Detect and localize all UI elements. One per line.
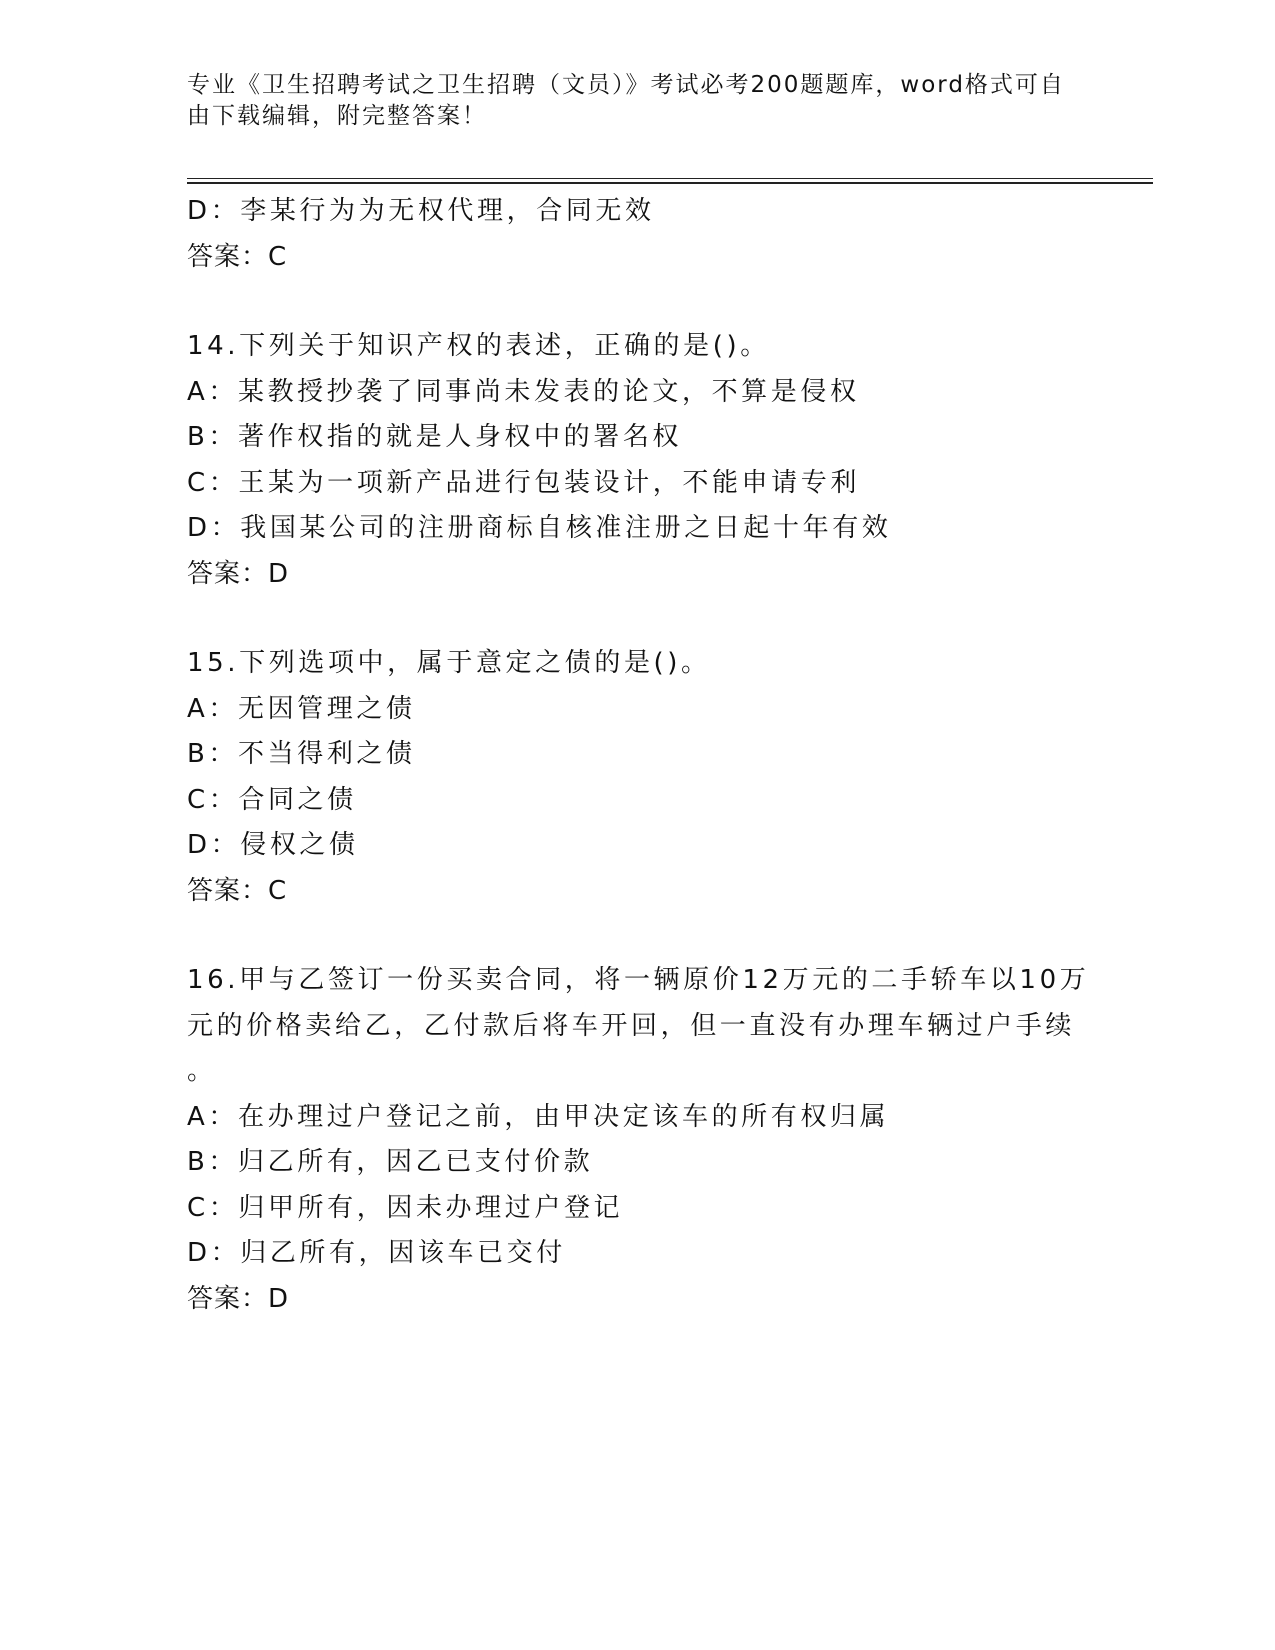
- option-b: B：不当得利之债: [187, 739, 416, 769]
- question-16: [187, 958, 1090, 1322]
- answer: 答案：D: [187, 558, 290, 589]
- header-line-1: 专业《卫生招聘考试之卫生招聘（文员）》考试必考200题题库，word格式可自: [187, 72, 1065, 98]
- option-a: A：某教授抄袭了同事尚未发表的论文，不算是侵权: [187, 376, 860, 407]
- option-d: D：归乙所有，因该车已交付: [187, 1238, 566, 1268]
- document-header: [187, 70, 1067, 132]
- answer: 答案：C: [187, 875, 288, 906]
- question-14: [187, 324, 1087, 597]
- header-line-2: 由下载编辑，附完整答案！: [187, 103, 487, 129]
- option-c: C：合同之债: [187, 784, 357, 815]
- option-c: C：王某为一项新产品进行包装设计，不能申请专利: [187, 467, 860, 498]
- option-d: D：我国某公司的注册商标自核准注册之日起十年有效: [187, 513, 892, 543]
- option-d: D：李某行为为无权代理，合同无效: [187, 196, 655, 226]
- option-a: A：在办理过户登记之前，由甲决定该车的所有权归属: [187, 1101, 890, 1132]
- header-divider-thin: [187, 178, 1153, 179]
- question-list: [187, 189, 1090, 1322]
- option-a: A：无因管理之债: [187, 693, 416, 724]
- question-13-tail: [187, 189, 1087, 280]
- option-b: B：归乙所有，因乙已支付价款: [187, 1147, 594, 1177]
- option-b: B：著作权指的就是人身权中的署名权: [187, 422, 683, 452]
- option-c: C：归甲所有，因未办理过户登记: [187, 1192, 624, 1223]
- question-stem: 15.下列选项中，属于意定之债的是()。: [187, 648, 711, 678]
- question-15: [187, 641, 1087, 914]
- question-stem-line: 16.甲与乙签订一份买卖合同，将一辆原价12万元的二手轿车以10万: [187, 965, 1090, 995]
- question-stem: 14.下列关于知识产权的表述，正确的是()。: [187, 331, 770, 361]
- option-d: D：侵权之债: [187, 830, 359, 860]
- question-stem-line: 。: [187, 1056, 217, 1086]
- question-stem-line: 元的价格卖给乙，乙付款后将车开回，但一直没有办理车辆过户手续: [187, 1010, 1076, 1041]
- header-divider-thick: [187, 182, 1153, 184]
- answer: 答案：C: [187, 241, 288, 272]
- answer: 答案：D: [187, 1283, 290, 1314]
